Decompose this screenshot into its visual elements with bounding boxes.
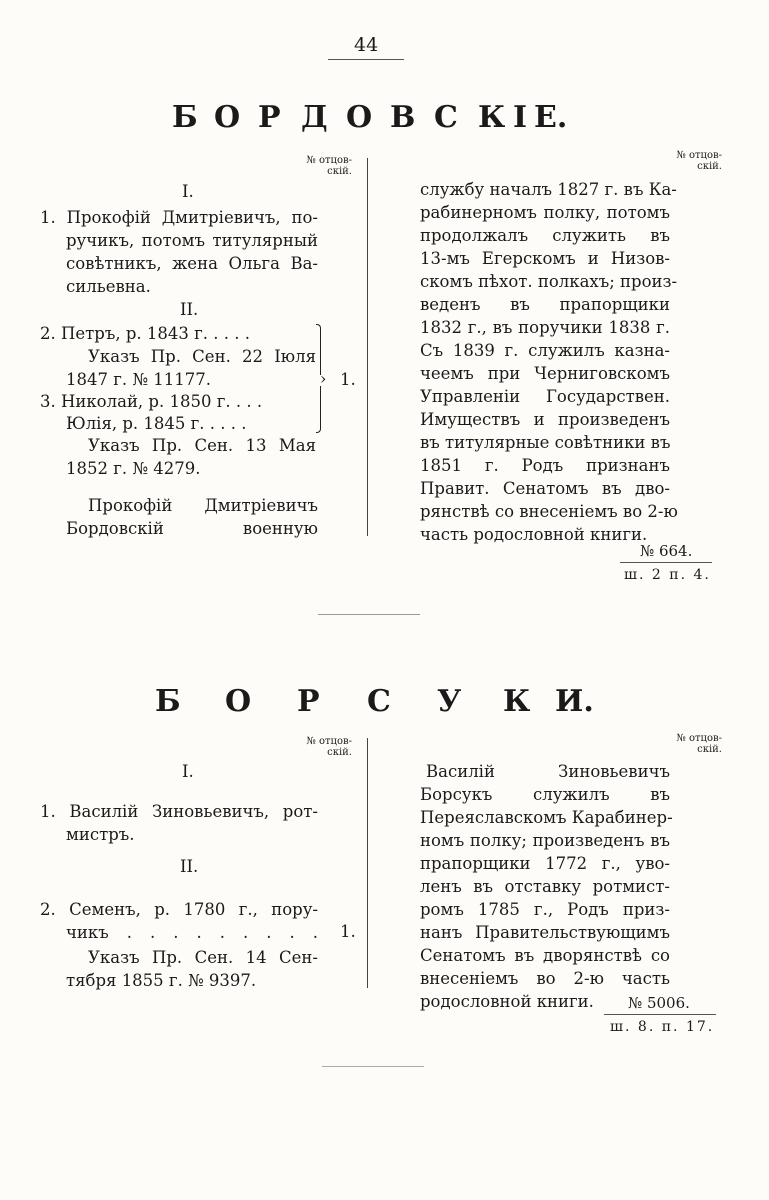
- entry-2-decree-cont: 1847 г. № 11177.: [66, 370, 211, 389]
- bottom-divider: [322, 1066, 424, 1067]
- reference-location: ш. 2 п. 4.: [624, 567, 711, 583]
- reference-location: ш. 8. п. 17.: [610, 1019, 715, 1035]
- bio-line: рабинерномъ полку, потомъ: [420, 203, 670, 222]
- title-letter: И.: [555, 684, 594, 719]
- generation-heading: I.: [182, 762, 194, 781]
- bio-line: ленъ въ отставку ротмист-: [420, 877, 670, 896]
- entry-line: 2. Семенъ, р. 1780 г., пору-: [40, 900, 318, 919]
- title-letter: В: [390, 100, 416, 135]
- family-brace: [316, 324, 326, 432]
- entry-line: ручикъ, потомъ титулярный: [66, 231, 318, 250]
- entry-1: [40, 206, 318, 298]
- title-letter: О: [214, 100, 241, 135]
- father-column-header-right: [660, 733, 722, 755]
- bio-line: въ титулярные совѣтники въ: [420, 433, 671, 452]
- title-letter: С: [434, 100, 458, 135]
- father-column-header-right: [660, 150, 722, 172]
- bio-line: Имуществъ и произведенъ: [420, 410, 670, 429]
- father-reference: 1.: [340, 370, 356, 389]
- entry-line: чикъ . . . . . . . . .: [66, 923, 318, 942]
- father-column-header-left: [290, 736, 352, 758]
- brace-bottom: [316, 386, 321, 433]
- bio-line: рянствѣ со внесеніемъ во 2-ю: [420, 502, 678, 521]
- reference-rule: [604, 1014, 716, 1015]
- entry-3b: Юлія, р. 1845 г. . . . .: [66, 414, 247, 433]
- entry-1: [40, 800, 318, 846]
- bio-line: Правит. Сенатомъ въ дво-: [420, 479, 670, 498]
- entry-3-decree-cont: 1852 г. № 4279.: [66, 459, 201, 478]
- entry-line: 1. Прокофій Дмитріевичъ, по-: [40, 208, 318, 227]
- entry-line: совѣтникъ, жена Ольга Ва-: [66, 254, 318, 273]
- bio-line: родословной книги.: [420, 992, 594, 1011]
- header-line: скій.: [697, 161, 722, 172]
- bio-line: Управленіи Государствен.: [420, 387, 670, 406]
- brace-point: ›: [320, 369, 327, 388]
- header-line: скій.: [327, 747, 352, 758]
- header-line: № отцов-: [676, 150, 722, 161]
- title-letter: У: [437, 684, 462, 719]
- bio-line: прапорщики 1772 г., уво-: [420, 854, 670, 873]
- title-letter: Р: [258, 100, 281, 135]
- decree-line: тября 1855 г. № 9397.: [66, 971, 257, 990]
- entry-3: 3. Николай, р. 1850 г. . . .: [40, 392, 263, 411]
- bio-left: [66, 494, 318, 540]
- generation-heading: I.: [182, 182, 194, 201]
- entry-2: [40, 898, 318, 944]
- entry-2-decree: Указъ Пр. Сен. 22 Іюля: [88, 347, 316, 366]
- bio-line: 1832 г., въ поручики 1838 г.: [420, 318, 670, 337]
- title-letter: Б: [155, 684, 181, 719]
- bio-line: Сенатомъ въ дворянствѣ со: [420, 946, 670, 965]
- title-letter: К: [503, 684, 531, 719]
- header-line: № отцов-: [306, 155, 352, 166]
- reference-number: № 5006.: [628, 994, 690, 1012]
- bio-line: чеемъ при Черниговскомъ: [420, 364, 670, 383]
- decree-line: Указъ Пр. Сен. 14 Сен-: [88, 948, 318, 967]
- title-letter: О: [225, 684, 252, 719]
- header-line: № отцов-: [306, 736, 352, 747]
- father-reference: 1.: [340, 922, 356, 941]
- bio-line: Василій Зиновьевичъ: [426, 762, 670, 781]
- header-rule: [328, 59, 404, 60]
- title-letter: І: [513, 100, 528, 135]
- bio-right: [420, 178, 678, 546]
- title-letter: Р: [297, 684, 320, 719]
- column-rule-left: [367, 738, 368, 988]
- bio-line: Бордовскій военную: [66, 519, 318, 538]
- header-line: № отцов-: [676, 733, 722, 744]
- generation-heading: II.: [180, 300, 199, 319]
- bio-line: продолжалъ служить въ: [420, 226, 670, 245]
- bio-line: службу началъ 1827 г. въ Ка-: [420, 180, 677, 199]
- entry-2: 2. Петръ, р. 1843 г. . . . .: [40, 324, 250, 343]
- entry-line: мистръ.: [66, 825, 135, 844]
- entry-line: 1. Василій Зиновьевичъ, рот-: [40, 802, 318, 821]
- bio-line: 13-мъ Егерскомъ и Низов-: [420, 249, 670, 268]
- bio-line: Переяславскомъ Карабинер-: [420, 808, 673, 827]
- bio-line: нанъ Правительствующимъ: [420, 923, 670, 942]
- section-divider: [318, 614, 420, 615]
- reference-rule: [620, 562, 712, 563]
- bio-line: ромъ 1785 г., Родъ приз-: [420, 900, 670, 919]
- entry-line: сильевна.: [66, 277, 151, 296]
- title-letter: С: [367, 684, 391, 719]
- column-rule-left: [367, 158, 368, 536]
- title-letter: К: [478, 100, 506, 135]
- bio-line: Борсукъ служилъ въ: [420, 785, 670, 804]
- bio-line: внесеніемъ во 2-ю часть: [420, 969, 670, 988]
- decree: [66, 946, 318, 992]
- header-line: скій.: [327, 166, 352, 177]
- title-letter: Д: [301, 100, 328, 135]
- bio-line: Прокофій Дмитріевичъ: [88, 496, 318, 515]
- reference-number: № 664.: [640, 542, 693, 560]
- father-column-header-left: [290, 155, 352, 177]
- bio-line: 1851 г. Родъ признанъ: [420, 456, 670, 475]
- title-letter: Е.: [534, 100, 568, 135]
- bio-line: веденъ въ прапорщики: [420, 295, 670, 314]
- bio-line: номъ полку; произведенъ въ: [420, 831, 670, 850]
- title-letter: Б: [172, 100, 198, 135]
- header-line: скій.: [697, 744, 722, 755]
- bio-right: [420, 760, 673, 1013]
- bio-line: скомъ пѣхот. полкахъ; произ-: [420, 272, 678, 291]
- bio-line: Съ 1839 г. служилъ казна-: [420, 341, 670, 360]
- title-letter: О: [346, 100, 373, 135]
- generation-heading: II.: [180, 857, 199, 876]
- section1-title: [172, 100, 568, 140]
- bio-line: часть родословной книги.: [420, 525, 648, 544]
- section2-title: [155, 684, 595, 724]
- page-number: 44: [354, 34, 379, 56]
- entry-3-decree: Указъ Пр. Сен. 13 Мая: [88, 436, 316, 455]
